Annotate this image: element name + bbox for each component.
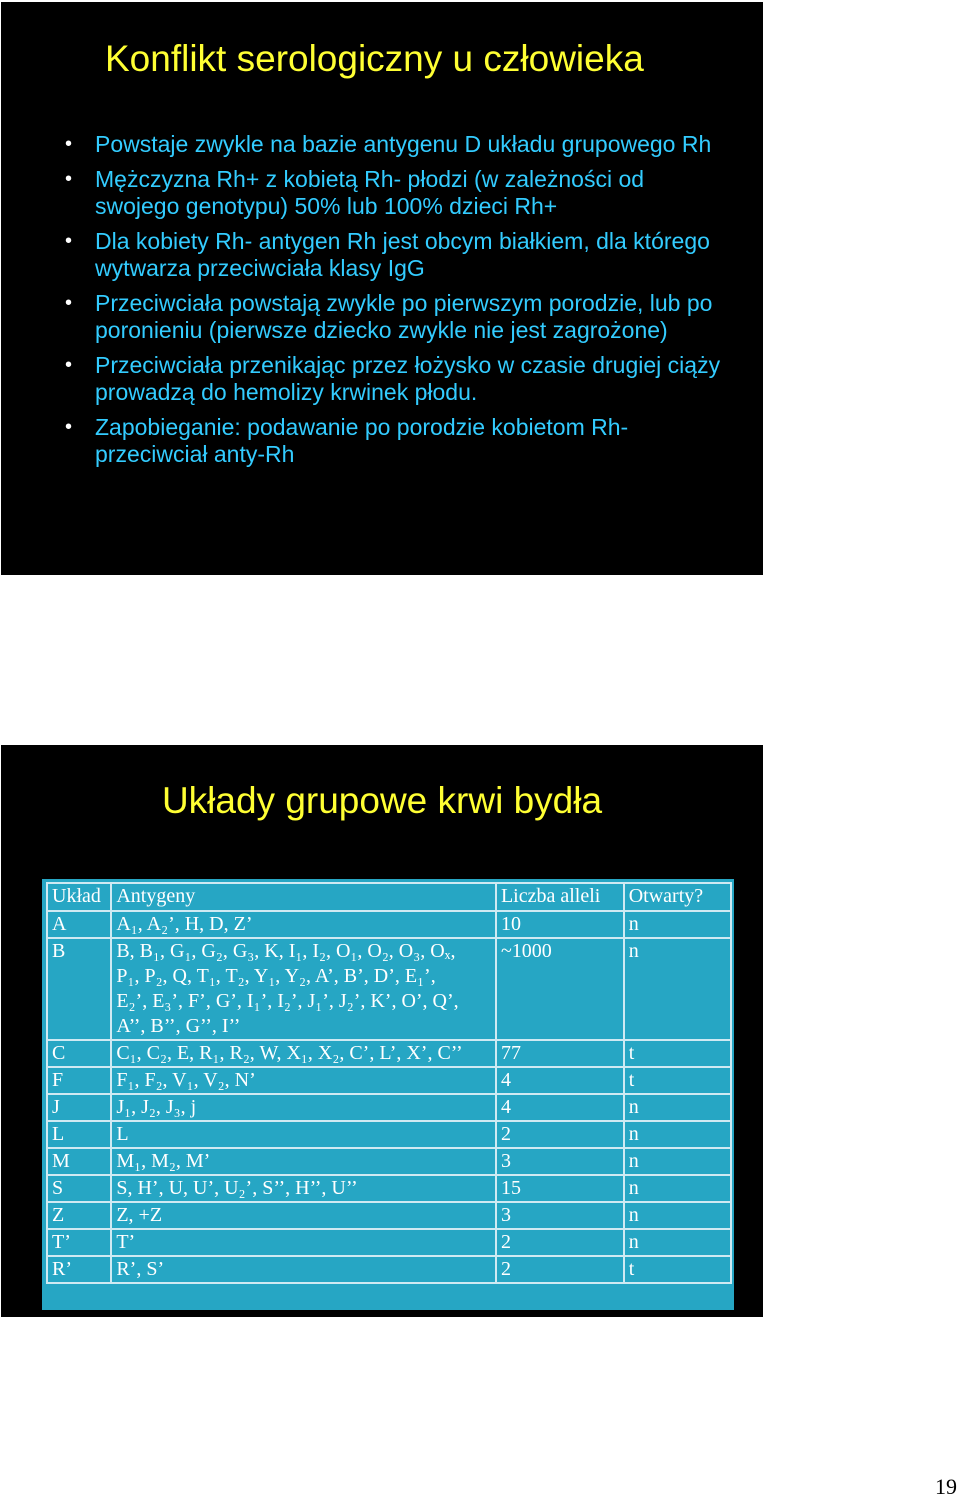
bullet-dot-icon: • — [65, 353, 73, 376]
table-row — [47, 1067, 731, 1094]
header-cell-allele-count: Liczba alleli — [496, 883, 624, 911]
cell-system: L — [47, 1121, 111, 1148]
bullet-dot-icon: • — [65, 133, 73, 155]
slide-cattle-blood-groups — [1, 745, 763, 1317]
cell-system: S — [47, 1175, 111, 1202]
table-row — [47, 911, 731, 938]
cell-antigens: M₁, M₂, M’ — [111, 1148, 496, 1175]
cell-antigens: C₁, C₂, E, R₁, R₂, W, X₁, X₂, C’, L’, X’, C’’ — [111, 1040, 496, 1067]
cell-open: t — [624, 1256, 731, 1283]
cell-open: n — [624, 1229, 731, 1256]
bullet-item — [65, 228, 725, 283]
bullet-item — [65, 414, 725, 469]
table-row — [47, 1229, 731, 1256]
cell-antigens: A₁, A₂’, H, D, Z’ — [111, 911, 496, 938]
cell-open: n — [624, 1175, 731, 1202]
header-cell-system: Układ — [47, 883, 111, 911]
cell-system: B — [47, 938, 111, 1040]
table-row — [47, 1256, 731, 1283]
table-row — [47, 1202, 731, 1229]
header-cell-open: Otwarty? — [624, 883, 731, 911]
cell-allele-count: ~1000 — [496, 938, 624, 1040]
cell-allele-count: 2 — [496, 1229, 624, 1256]
cell-allele-count: 10 — [496, 911, 624, 938]
cell-open: t — [624, 1067, 731, 1094]
cell-system: M — [47, 1148, 111, 1175]
cell-antigens: Z, +Z — [111, 1202, 496, 1229]
cell-allele-count: 2 — [496, 1121, 624, 1148]
cell-system: F — [47, 1067, 111, 1094]
bullet-text: Zapobieganie: podawanie po porodzie kobietom Rh- przeciwciał anty-Rh — [95, 413, 629, 467]
bullet-item — [65, 290, 725, 345]
cell-allele-count: 15 — [496, 1175, 624, 1202]
table-header-row — [47, 883, 731, 911]
bullet-item — [65, 131, 725, 159]
cell-antigens: L — [111, 1121, 496, 1148]
cell-system: A — [47, 911, 111, 938]
cell-antigens: R’, S’ — [111, 1256, 496, 1283]
cell-antigens: T’ — [111, 1229, 496, 1256]
cell-antigens: J₁, J₂, J₃, j — [111, 1094, 496, 1121]
cell-open: t — [624, 1040, 731, 1067]
bullet-list — [65, 131, 725, 476]
cell-allele-count: 3 — [496, 1202, 624, 1229]
table-row — [47, 1121, 731, 1148]
bullet-dot-icon: • — [65, 167, 73, 190]
cell-open: n — [624, 1202, 731, 1229]
cell-system: J — [47, 1094, 111, 1121]
slide-title: Konflikt serologiczny u człowieka — [105, 38, 644, 79]
bullet-item — [65, 352, 725, 407]
table-row — [47, 1040, 731, 1067]
bullet-item — [65, 166, 725, 221]
cell-antigens: F₁, F₂, V₁, V₂, N’ — [111, 1067, 496, 1094]
cell-open: n — [624, 1148, 731, 1175]
slide-serological-conflict — [1, 2, 763, 575]
bullet-text: Przeciwciała przenikając przez łożysko w czasie drugiej ciąży prowadzą do hemolizy krwinek płodu. — [95, 351, 721, 405]
cell-system: C — [47, 1040, 111, 1067]
cell-allele-count: 3 — [496, 1148, 624, 1175]
bullet-text: Powstaje zwykle na bazie antygenu D układu grupowego Rh — [95, 131, 712, 157]
cell-open: n — [624, 938, 731, 1040]
table-row — [47, 938, 731, 1040]
header-cell-antigens: Antygeny — [111, 883, 496, 911]
cell-allele-count: 2 — [496, 1256, 624, 1283]
cell-open: n — [624, 911, 731, 938]
cell-allele-count: 77 — [496, 1040, 624, 1067]
cell-antigens: B, B₁, G₁, G₂, G₃, K, I₁, I₂, O₁, O₂, O₃, Oₓ, P₁, P₂, Q, T₁, T₂, Y₁, Y₂, A’, B’, D’, E₁’, E₂’, E₃’, F’, G’, I₁’, I₂’, J₁’, J₂’, K’, O’, Q’, A’’, B’’, G’’, I’’ — [111, 938, 496, 1040]
bullet-text: Dla kobiety Rh- antygen Rh jest obcym białkiem, dla którego wytwarza przeciwciała klasy IgG — [95, 227, 710, 281]
cell-system: R’ — [47, 1256, 111, 1283]
bullet-dot-icon: • — [65, 291, 73, 314]
cell-system: Z — [47, 1202, 111, 1229]
cell-system: T’ — [47, 1229, 111, 1256]
table-row — [47, 1094, 731, 1121]
bullet-dot-icon: • — [65, 229, 73, 252]
table-row — [47, 1148, 731, 1175]
table-body — [47, 883, 731, 1283]
cell-open: n — [624, 1094, 731, 1121]
page-number: 19 — [935, 1474, 957, 1499]
cell-allele-count: 4 — [496, 1094, 624, 1121]
bullet-dot-icon: • — [65, 415, 73, 438]
table-row — [47, 1175, 731, 1202]
blood-group-table-image — [42, 879, 734, 1310]
cell-allele-count: 4 — [496, 1067, 624, 1094]
bullet-text: Przeciwciała powstają zwykle po pierwszym porodzie, lub po poronieniu (pierwsze dziecko zwykle nie jest zagrożone) — [95, 289, 713, 343]
bullet-text: Mężczyzna Rh+ z kobietą Rh- płodzi (w zależności od swojego genotypu) 50% lub 100% dzieci Rh+ — [95, 165, 645, 219]
cell-open: n — [624, 1121, 731, 1148]
blood-group-table — [46, 882, 732, 1284]
cell-antigens: S, H’, U, U’, U₂’, S’’, H’’, U’’ — [111, 1175, 496, 1202]
slide-title: Układy grupowe krwi bydła — [161, 780, 603, 821]
